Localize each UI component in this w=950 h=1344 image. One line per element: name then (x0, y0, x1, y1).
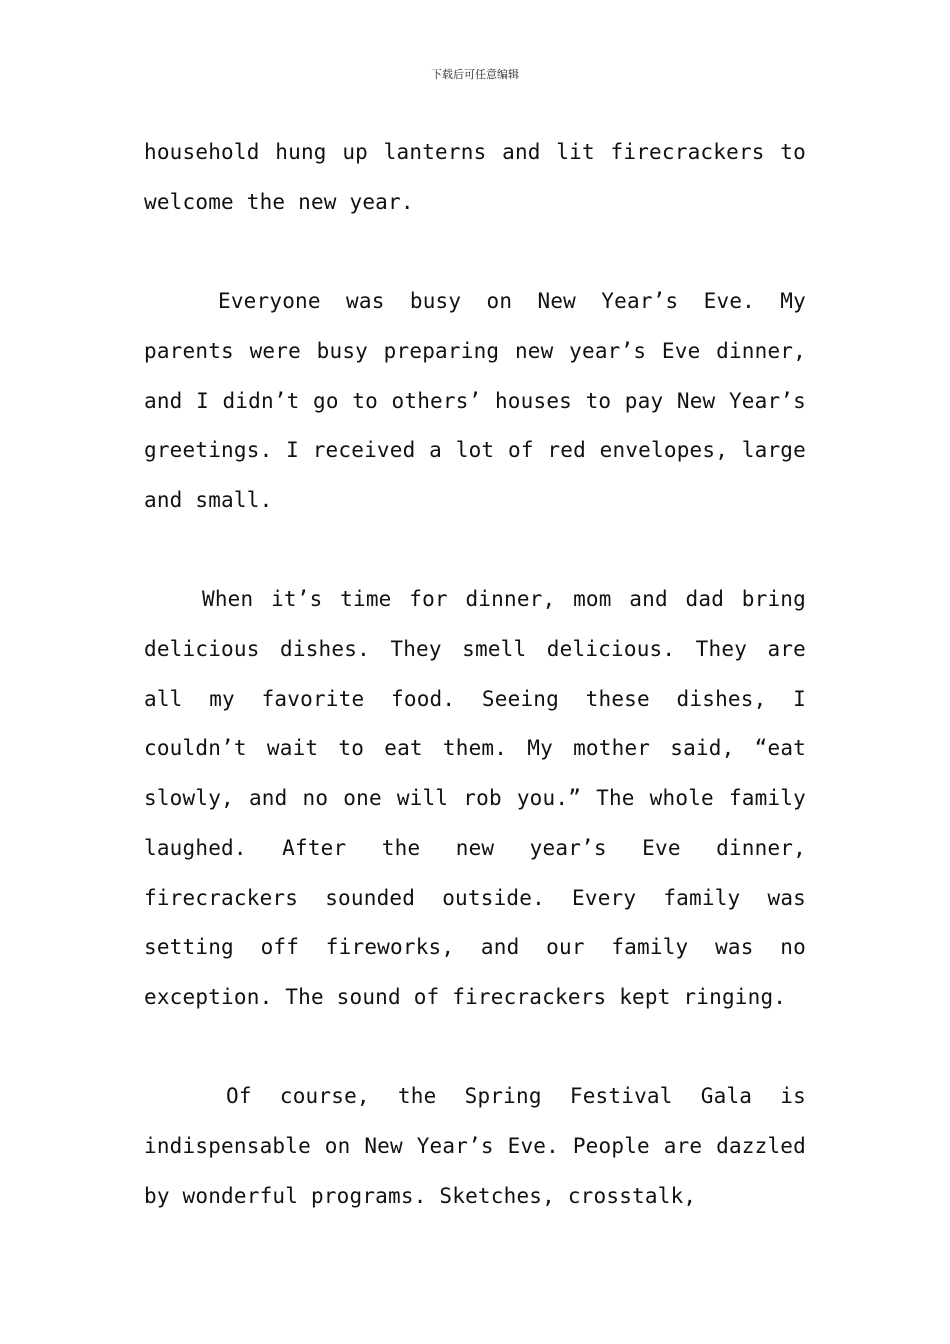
paragraph-2: Everyone was busy on New Year’s Eve. My parents were busy preparing new year’s Eve dinner, and I didn’t go to others’ houses to pay New Year’s greetings. I received a lot of red envelopes, large and small. (144, 289, 806, 512)
paragraph-1: household hung up lanterns and lit firecrackers to welcome the new year. (144, 140, 806, 214)
paragraph-3: When it’s time for dinner, mom and dad bring delicious dishes. They smell delicious. They are all my favorite food. Seeing these dishes, I couldn’t wait to eat them. My mother said, “eat slowly, and no one will rob you.” The whole family laughed. After the new year’s Eve dinner, firecrackers sounded outside. Every family was setting off fireworks, and our family was no exception. The sound of firecrackers kept ringing. (144, 587, 806, 1009)
document-body (144, 128, 806, 1221)
page-header: 下载后可任意编辑 (431, 68, 519, 81)
paragraph-4: Of course, the Spring Festival Gala is indispensable on New Year’s Eve. People are dazzled by wonderful programs. Sketches, crosstalk, (144, 1084, 806, 1208)
